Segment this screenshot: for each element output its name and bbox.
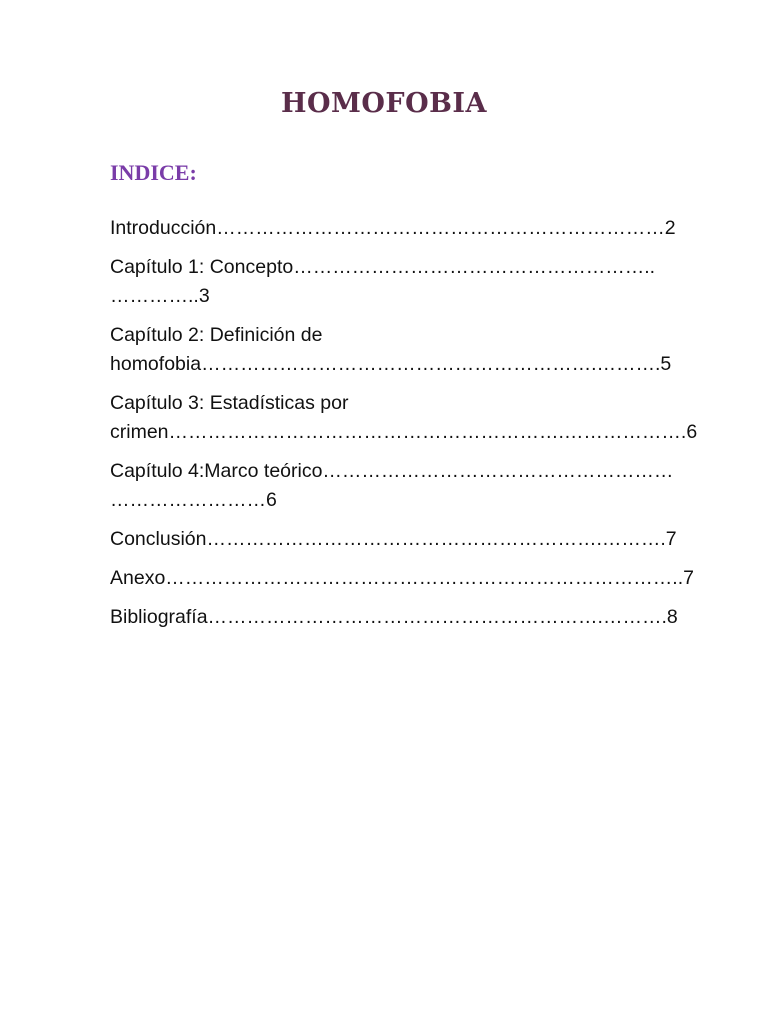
toc-entry-line: Conclusión…………………………………………………….……….7 [110, 528, 677, 550]
toc-entry-line: Anexo……………………………………………………………………..7 [110, 567, 694, 589]
toc-entry-capitulo-3 [110, 389, 698, 447]
toc-entry-line: ……………………6 [110, 489, 277, 511]
toc-entry-conclusion [110, 525, 677, 554]
toc-entry-line: crimen…………………………………………………….……………….6 [110, 421, 698, 443]
toc-entry-capitulo-2 [110, 321, 670, 379]
index-heading: INDICE: [110, 160, 197, 185]
toc-entry-line: Capítulo 3: Estadísticas por [110, 392, 349, 414]
toc-entry-capitulo-4 [110, 457, 674, 515]
toc-entry-line: …………..3 [110, 285, 210, 307]
toc-entry-line: Capítulo 4:Marco teórico……………………………………………… [110, 460, 674, 482]
toc-entry-line: Capítulo 2: Definición de [110, 324, 323, 346]
toc-entry-bibliografia [110, 603, 678, 632]
table-of-contents [110, 214, 698, 642]
toc-entry-anexo [110, 564, 694, 593]
toc-entry-line: homofobia…………………………………………………….……….5 [110, 353, 672, 375]
toc-entry-introduccion [110, 214, 676, 243]
toc-entry-line: Bibliografía…………………………………………………….……….8 [110, 606, 678, 628]
toc-entry-line: Capítulo 1: Concepto……………………………………………….. [110, 256, 656, 278]
toc-entry-capitulo-1 [110, 253, 670, 311]
toc-entry-line: Introducción……………………………………………………………2 [110, 217, 676, 239]
document-title: HOMOFOBIA [280, 88, 488, 119]
